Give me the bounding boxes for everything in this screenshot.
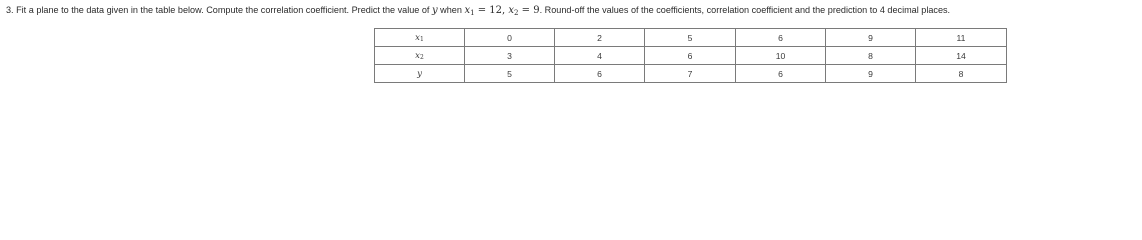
- table-cell: 5: [465, 65, 555, 83]
- x1-subscript: 1: [470, 9, 475, 17]
- x1-variable: [464, 5, 474, 16]
- table-cell: 7: [645, 65, 736, 83]
- question-text: [6, 4, 1140, 17]
- data-table: [374, 28, 1007, 83]
- question-text-part1: 3. Fit a plane to the data given in the table below. Compute the correlation coefficient. Predict the value of: [6, 5, 432, 15]
- table-cell: 9: [826, 65, 916, 83]
- table-cell: 4: [555, 47, 645, 65]
- table-cell: 10: [736, 47, 826, 65]
- x2-subscript: 2: [514, 9, 519, 17]
- table-cell: 3: [465, 47, 555, 65]
- table-cell: 2: [555, 29, 645, 47]
- row-header-letter: y: [417, 68, 422, 79]
- row-header-subscript: 1: [420, 35, 424, 43]
- table-row-x2: [375, 47, 1007, 65]
- table-cell: 6: [555, 65, 645, 83]
- row-header-letter: x: [415, 32, 421, 43]
- x2-variable: [508, 5, 518, 16]
- table-cell: 0: [465, 29, 555, 47]
- table-cell: 6: [736, 65, 826, 83]
- row-header-subscript: 2: [420, 53, 424, 61]
- table-row-x1: [375, 29, 1007, 47]
- row-header-x2: [375, 47, 465, 65]
- y-variable: y: [432, 5, 438, 16]
- table-cell: 11: [916, 29, 1007, 47]
- x2-letter: x: [508, 5, 515, 16]
- x1-letter: x: [464, 5, 471, 16]
- question-text-part2: when: [437, 5, 465, 15]
- x2-value: = 9: [518, 5, 540, 16]
- row-header-y: [375, 65, 465, 83]
- table-cell: 9: [826, 29, 916, 47]
- row-header-letter: x: [415, 50, 421, 61]
- question-text-part3: . Round-off the values of the coefficients, correlation coefficient and the prediction to 4 decimal places.: [539, 5, 951, 15]
- table-row-y: [375, 65, 1007, 83]
- x1-value: = 12,: [474, 5, 509, 16]
- table-cell: 14: [916, 47, 1007, 65]
- table-cell: 5: [645, 29, 736, 47]
- table-cell: 8: [916, 65, 1007, 83]
- table-cell: 8: [826, 47, 916, 65]
- table-cell: 6: [736, 29, 826, 47]
- row-header-x1: [375, 29, 465, 47]
- table-cell: 6: [645, 47, 736, 65]
